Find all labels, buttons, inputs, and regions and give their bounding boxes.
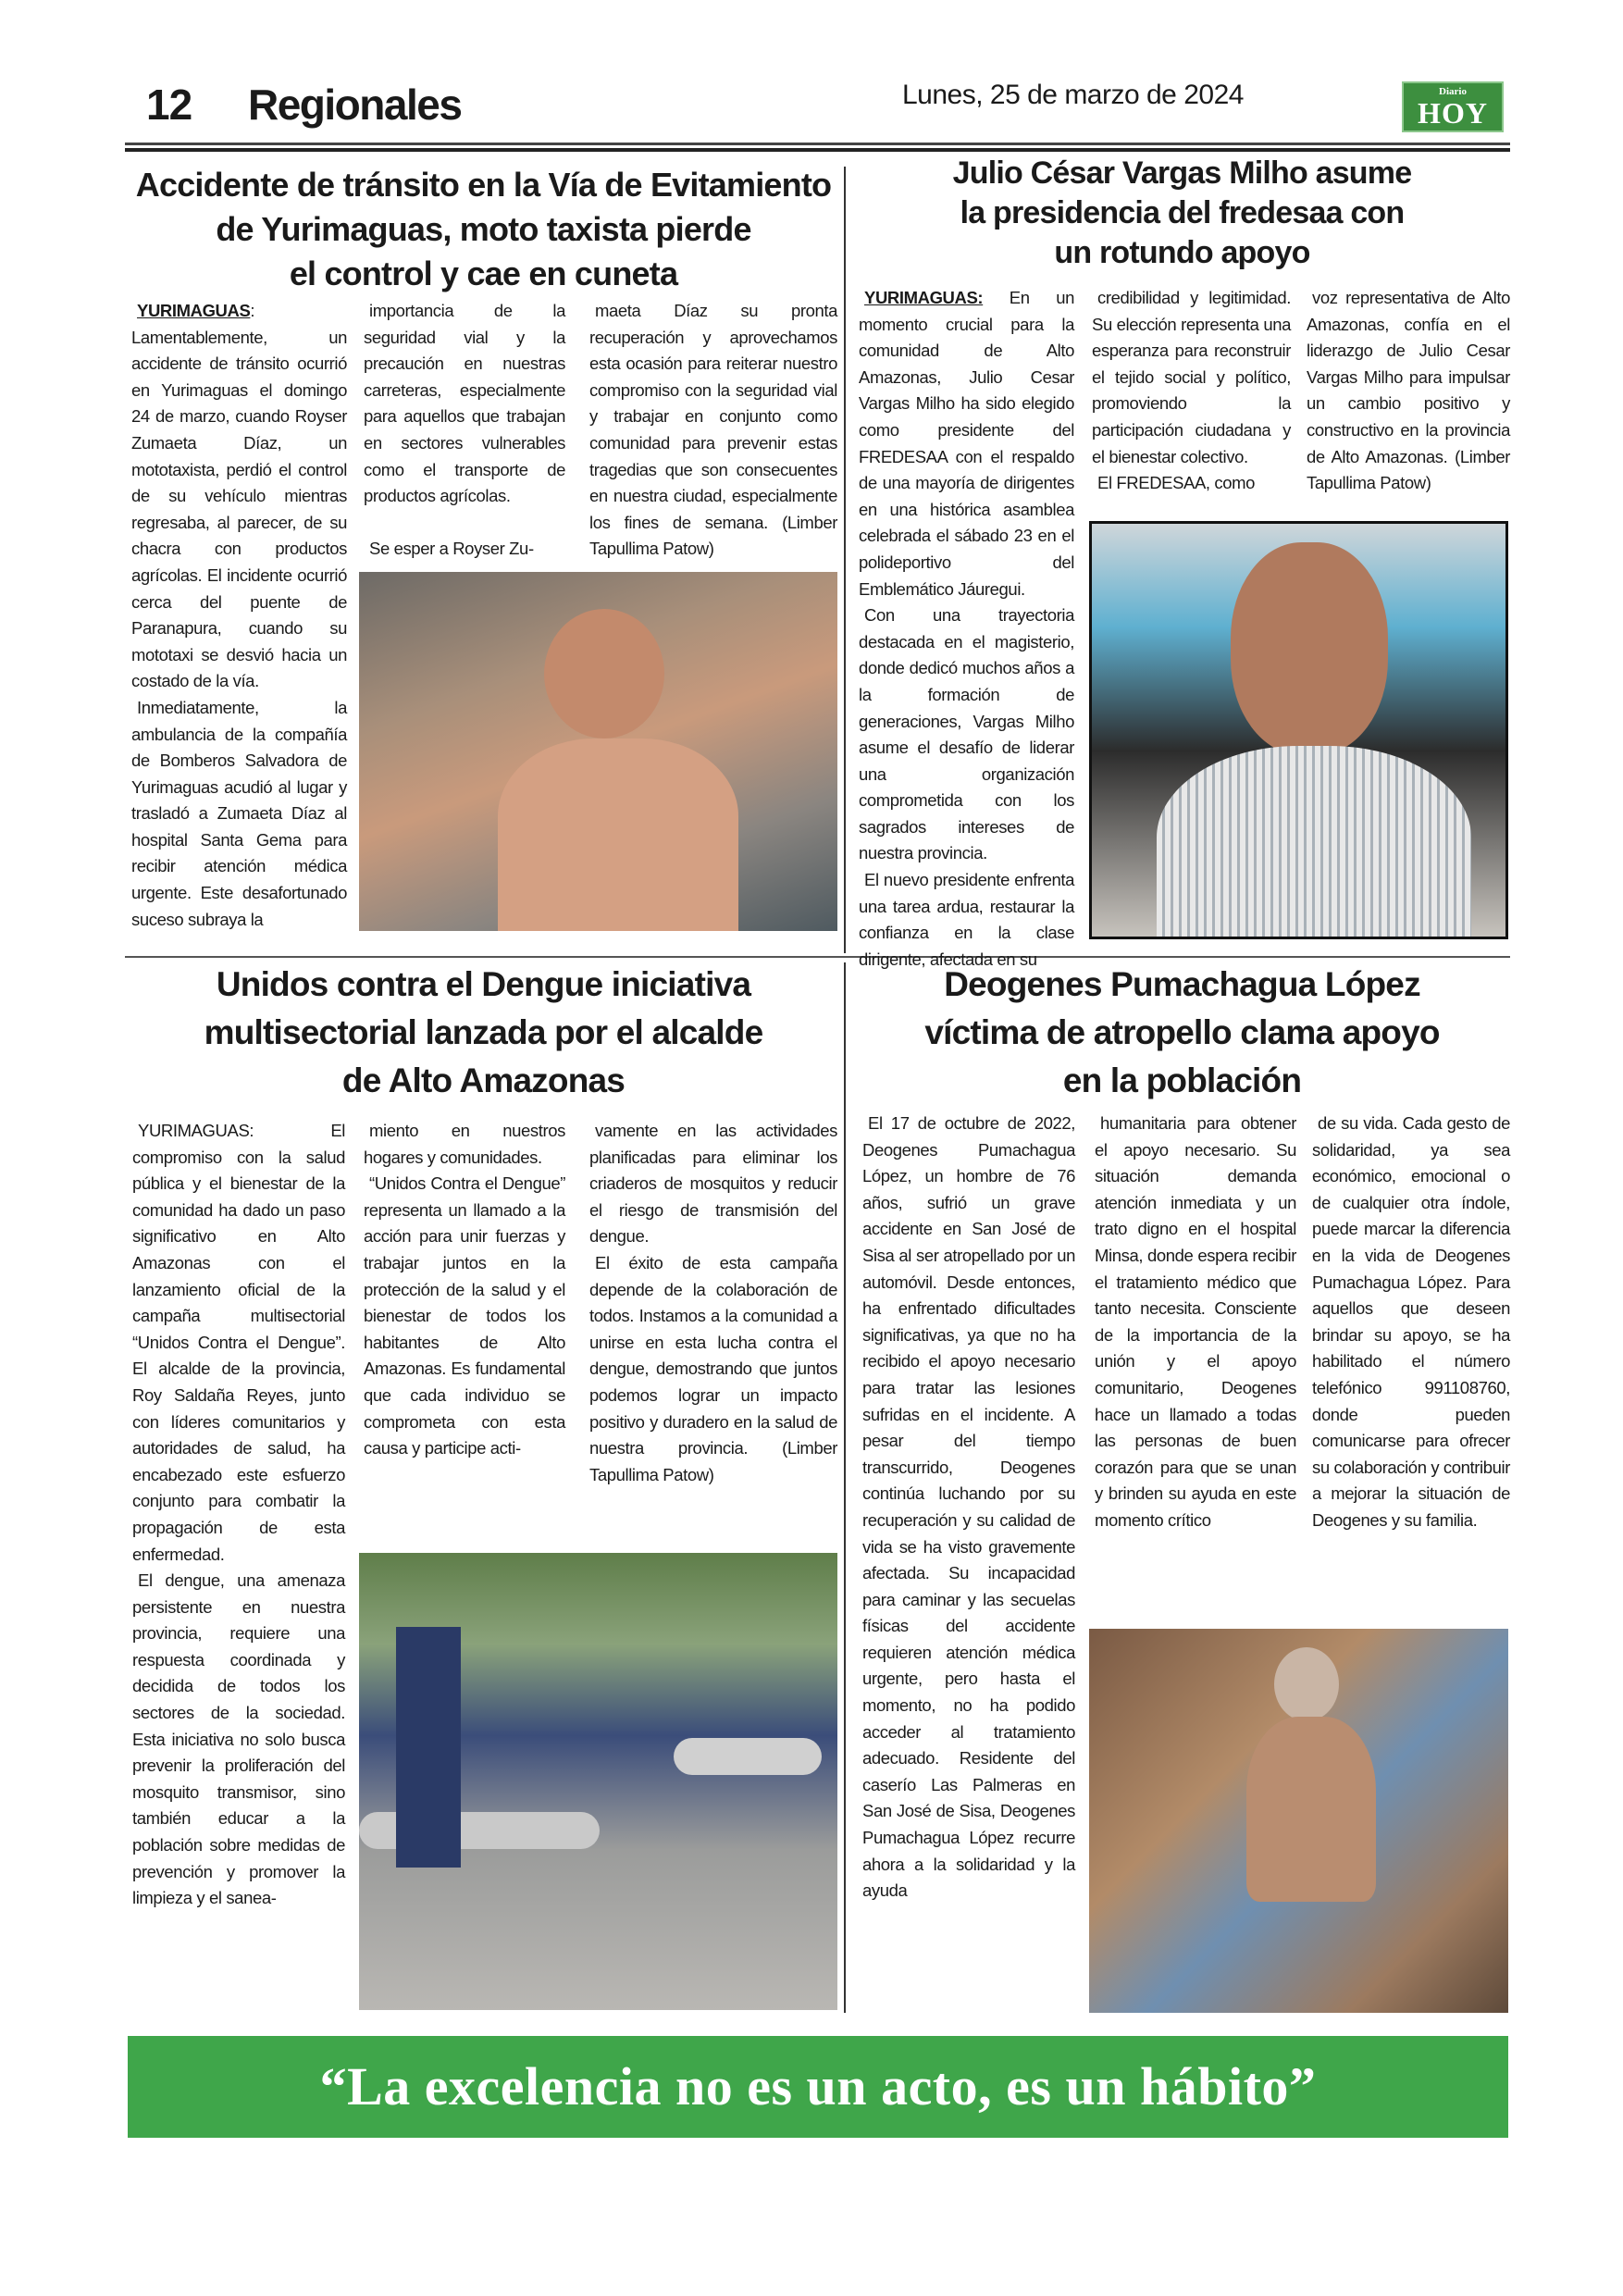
headline-line: el control y cae en cuneta — [289, 254, 678, 292]
article-2-headline — [856, 154, 1508, 273]
paragraph: YURIMAGUAS: El compromiso con la salud pública y el bienestar de la comunidad ha dado un paso significativo en Alto Amazonas con el lanzamiento oficial de la campaña multisectorial “Unidos Contra el Dengue”. El alcalde de la provincia, Roy Saldaña Reyes, junto con líderes comunitarios y autoridades de salud, ha encabezado este esfuerzo conjunto para combatir la propagación de esta enfermedad. — [132, 1121, 345, 1564]
column-divider — [844, 167, 846, 953]
logo-main: HOY — [1418, 96, 1488, 130]
article-3-headline — [130, 961, 837, 1105]
fumigation-campaign-photo — [359, 1553, 837, 2010]
paragraph: El 17 de octubre de 2022, Deogenes Pumachagua López, un hombre de 76 años, sufrió un grave accidente en San José de Sisa al ser atropellado por un automóvil. Desde entonces, ha enfrentado dificultades significativas, ya que no ha recibido el apoyo necesario para tratar las lesiones sufridas en el incidente. A pesar del tiempo transcurrido, Deogenes continúa luchando por su recuperación y su calidad de vida se ha visto gravemente afectada. Su incapacidad para caminar y las secuelas físicas del accidente requieren atención médica urgente, pero hasta el momento, no ha podido acceder al tratamiento adecuado. Residente del caserío Las Palmeras en San José de Sisa, Deogenes Pumachagua López recurre ahora a la solidaridad y la ayuda — [862, 1113, 1075, 1901]
logo-top: Diario — [1439, 86, 1467, 97]
header-rule — [125, 143, 1510, 145]
paragraph: Se esper a Royser Zu- — [369, 538, 534, 558]
paragraph: : Lamentablemente, un accidente de tránsito ocurrió en Yurimaguas el domingo 24 de marzo, cuando Royser Zumaeta Díaz, un mototaxista, perdió el control de su vehículo mientras regresaba, al parecer, de su chacra con productos agrícolas. El incidente ocurrió cerca del puente de Paranapura, cuando su mototaxi se desvió hacia un costado de la vía. — [131, 301, 347, 691]
paragraph: voz representativa de Alto Amazonas, confía en el liderazgo de Julio Cesar Vargas Milho para impulsar un cambio positivo y constructivo en la provincia de Alto Amazonas. (Limber Tapullima Patow) — [1307, 288, 1510, 493]
paragraph: credibilidad y legitimidad. Su elección representa una esperanza para reconstruir el tejido social y político, promoviendo la participación ciudadana y el bienestar colectivo. — [1092, 288, 1291, 466]
paragraph: “Unidos Contra el Dengue” representa un llamado a la acción para unir fuerzas y trabajar juntos en la protección de la salud y el bienestar de todos los habitantes de Alto Amazonas. Es fundamental que cada individuo se comprometa con esta causa y participe acti- — [364, 1173, 565, 1458]
deogenes-photo — [1089, 1629, 1508, 2013]
headline-line: multisectorial lanzada por el alcalde — [204, 1013, 763, 1051]
newspaper-logo — [1402, 81, 1504, 132]
headline-line: Deogenes Pumachagua López — [944, 965, 1420, 1003]
article-1-col-3 — [589, 298, 837, 563]
accident-victim-photo — [359, 572, 837, 931]
article-4-col-1 — [862, 1111, 1075, 1905]
article-4-col-2 — [1095, 1111, 1296, 1534]
headline-line: de Yurimaguas, moto taxista pierde — [216, 210, 751, 248]
article-3-col-1 — [132, 1118, 345, 1912]
article-2-col-3 — [1307, 285, 1510, 497]
column-divider — [844, 962, 846, 2013]
article-2-col-2 — [1092, 285, 1291, 497]
paragraph: El nuevo presidente enfrenta una tarea ardua, restaurar la confianza en la clase dirigente, afectada en su — [859, 870, 1074, 969]
article-1-col-2 — [364, 298, 565, 562]
paragraph: miento en nuestros hogares y comunidades. — [364, 1121, 565, 1167]
article-4-headline — [856, 961, 1508, 1105]
paragraph: Con una trayectoria destacada en el magisterio, donde dedicó muchos años a la formación de generaciones, Vargas Milho asume el desafío de liderar una organización comprometida con los sagrados intereses de nuestra provincia. — [859, 605, 1074, 863]
article-3-col-3 — [589, 1118, 837, 1488]
paragraph: humanitaria para obtener el apoyo necesario. Su situación demanda atención inmediata y un trato digno en el hospital Minsa, donde espera recibir el tratamiento médico que tanto necesita. Consciente de la importancia de la unión y el apoyo comunitario, Deogenes hace un llamado a todas las personas de buen corazón para que se unan y brinden su ayuda en este momento crítico — [1095, 1113, 1296, 1530]
headline-line: la presidencia del fredesaa con — [960, 195, 1405, 230]
page-number: 12 — [146, 81, 192, 129]
headline-line: en la población — [1062, 1061, 1302, 1099]
paragraph: vamente en las actividades planificadas para eliminar los criaderos de mosquitos y reducir el riesgo de transmisión del dengue. — [589, 1121, 837, 1247]
paragraph: El éxito de esta campaña depende de la colaboración de todos. Instamos a la comunidad a unirse en esta lucha contra el dengue, demostrando que juntos podemos lograr un impacto positivo y duradero en la salud de nuestra provincia. (Limber Tapullima Patow) — [589, 1252, 837, 1484]
article-1-headline — [130, 163, 837, 296]
section-divider — [125, 956, 1510, 958]
article-2-col-1 — [859, 285, 1074, 973]
dateline: YURIMAGUAS: — [864, 288, 984, 307]
article-4-col-3 — [1312, 1111, 1510, 1534]
issue-date: Lunes, 25 de marzo de 2024 — [902, 80, 1244, 110]
section-title: Regionales — [248, 81, 462, 129]
headline-line: víctima de atropello clama apoyo — [924, 1013, 1440, 1051]
headline-line: Unidos contra el Dengue iniciativa — [216, 965, 751, 1003]
paragraph: En un momento crucial para la comunidad de Alto Amazonas, Julio Cesar Vargas Milho ha sido elegido como presidente del FREDESAA con el respaldo de una mayoría de dirigentes en una histórica asamblea celebrada el sábado 23 en el polideportivo del Emblemático Jáuregui. — [859, 288, 1074, 599]
headline-line: Accidente de tránsito en la Vía de Evitamiento — [135, 166, 832, 204]
paragraph: El dengue, una amenaza persistente en nuestra provincia, requiere una respuesta coordinada y decidida de todos los sectores de la sociedad. Esta iniciativa no solo busca prevenir la proliferación del mosquito transmisor, sino también educar a la población sobre medidas de prevención y promover la limpieza y el sanea- — [132, 1570, 345, 1908]
paragraph: maeta Díaz su pronta recuperación y aprovechamos esta ocasión para reiterar nuestro compromiso con la seguridad vial y trabajar en conjunto como comunidad para prevenir estas tragedias que son consecuentes en nuestra ciudad, especialmente los fines de semana. (Limber Tapullima Patow) — [589, 301, 837, 559]
paragraph: El FREDESAA, como — [1097, 473, 1256, 493]
quote-banner: “La excelencia no es un acto, es un hábito” — [128, 2036, 1508, 2138]
paragraph: de su vida. Cada gesto de solidaridad, ya sea económico, emocional o de cualquier otra índole, puede marcar la diferencia en la vida de Deogenes Pumachagua López. Para aquellos que deseen brindar su apoyo, se ha habilitado el número telefónico 991108760, donde pueden comunicarse para ofrecer su colaboración y contribuir a mejorar la situación de Deogenes y su familia. — [1312, 1113, 1510, 1530]
header-rule-thick — [125, 148, 1510, 152]
dateline: YURIMAGUAS — [137, 301, 251, 320]
vargas-milho-photo — [1089, 521, 1508, 939]
paragraph: importancia de la seguridad vial y la precaución en nuestras carreteras, especialmente para aquellos que trabajan en sectores vulnerables como el transporte de productos agrícolas. — [364, 301, 565, 506]
headline-line: Julio César Vargas Milho asume — [952, 155, 1412, 191]
paragraph: Inmediatamente, la ambulancia de la compañía de Bomberos Salvadora de Yurimaguas acudió al lugar y trasladó a Zumaeta Díaz al hospital Santa Gema para recibir atención médica urgente. Este desafortunado suceso subraya la — [131, 697, 347, 929]
article-1-col-1 — [131, 298, 347, 933]
headline-line: de Alto Amazonas — [341, 1061, 626, 1099]
article-3-col-2 — [364, 1118, 565, 1462]
headline-line: un rotundo apoyo — [1054, 235, 1310, 270]
